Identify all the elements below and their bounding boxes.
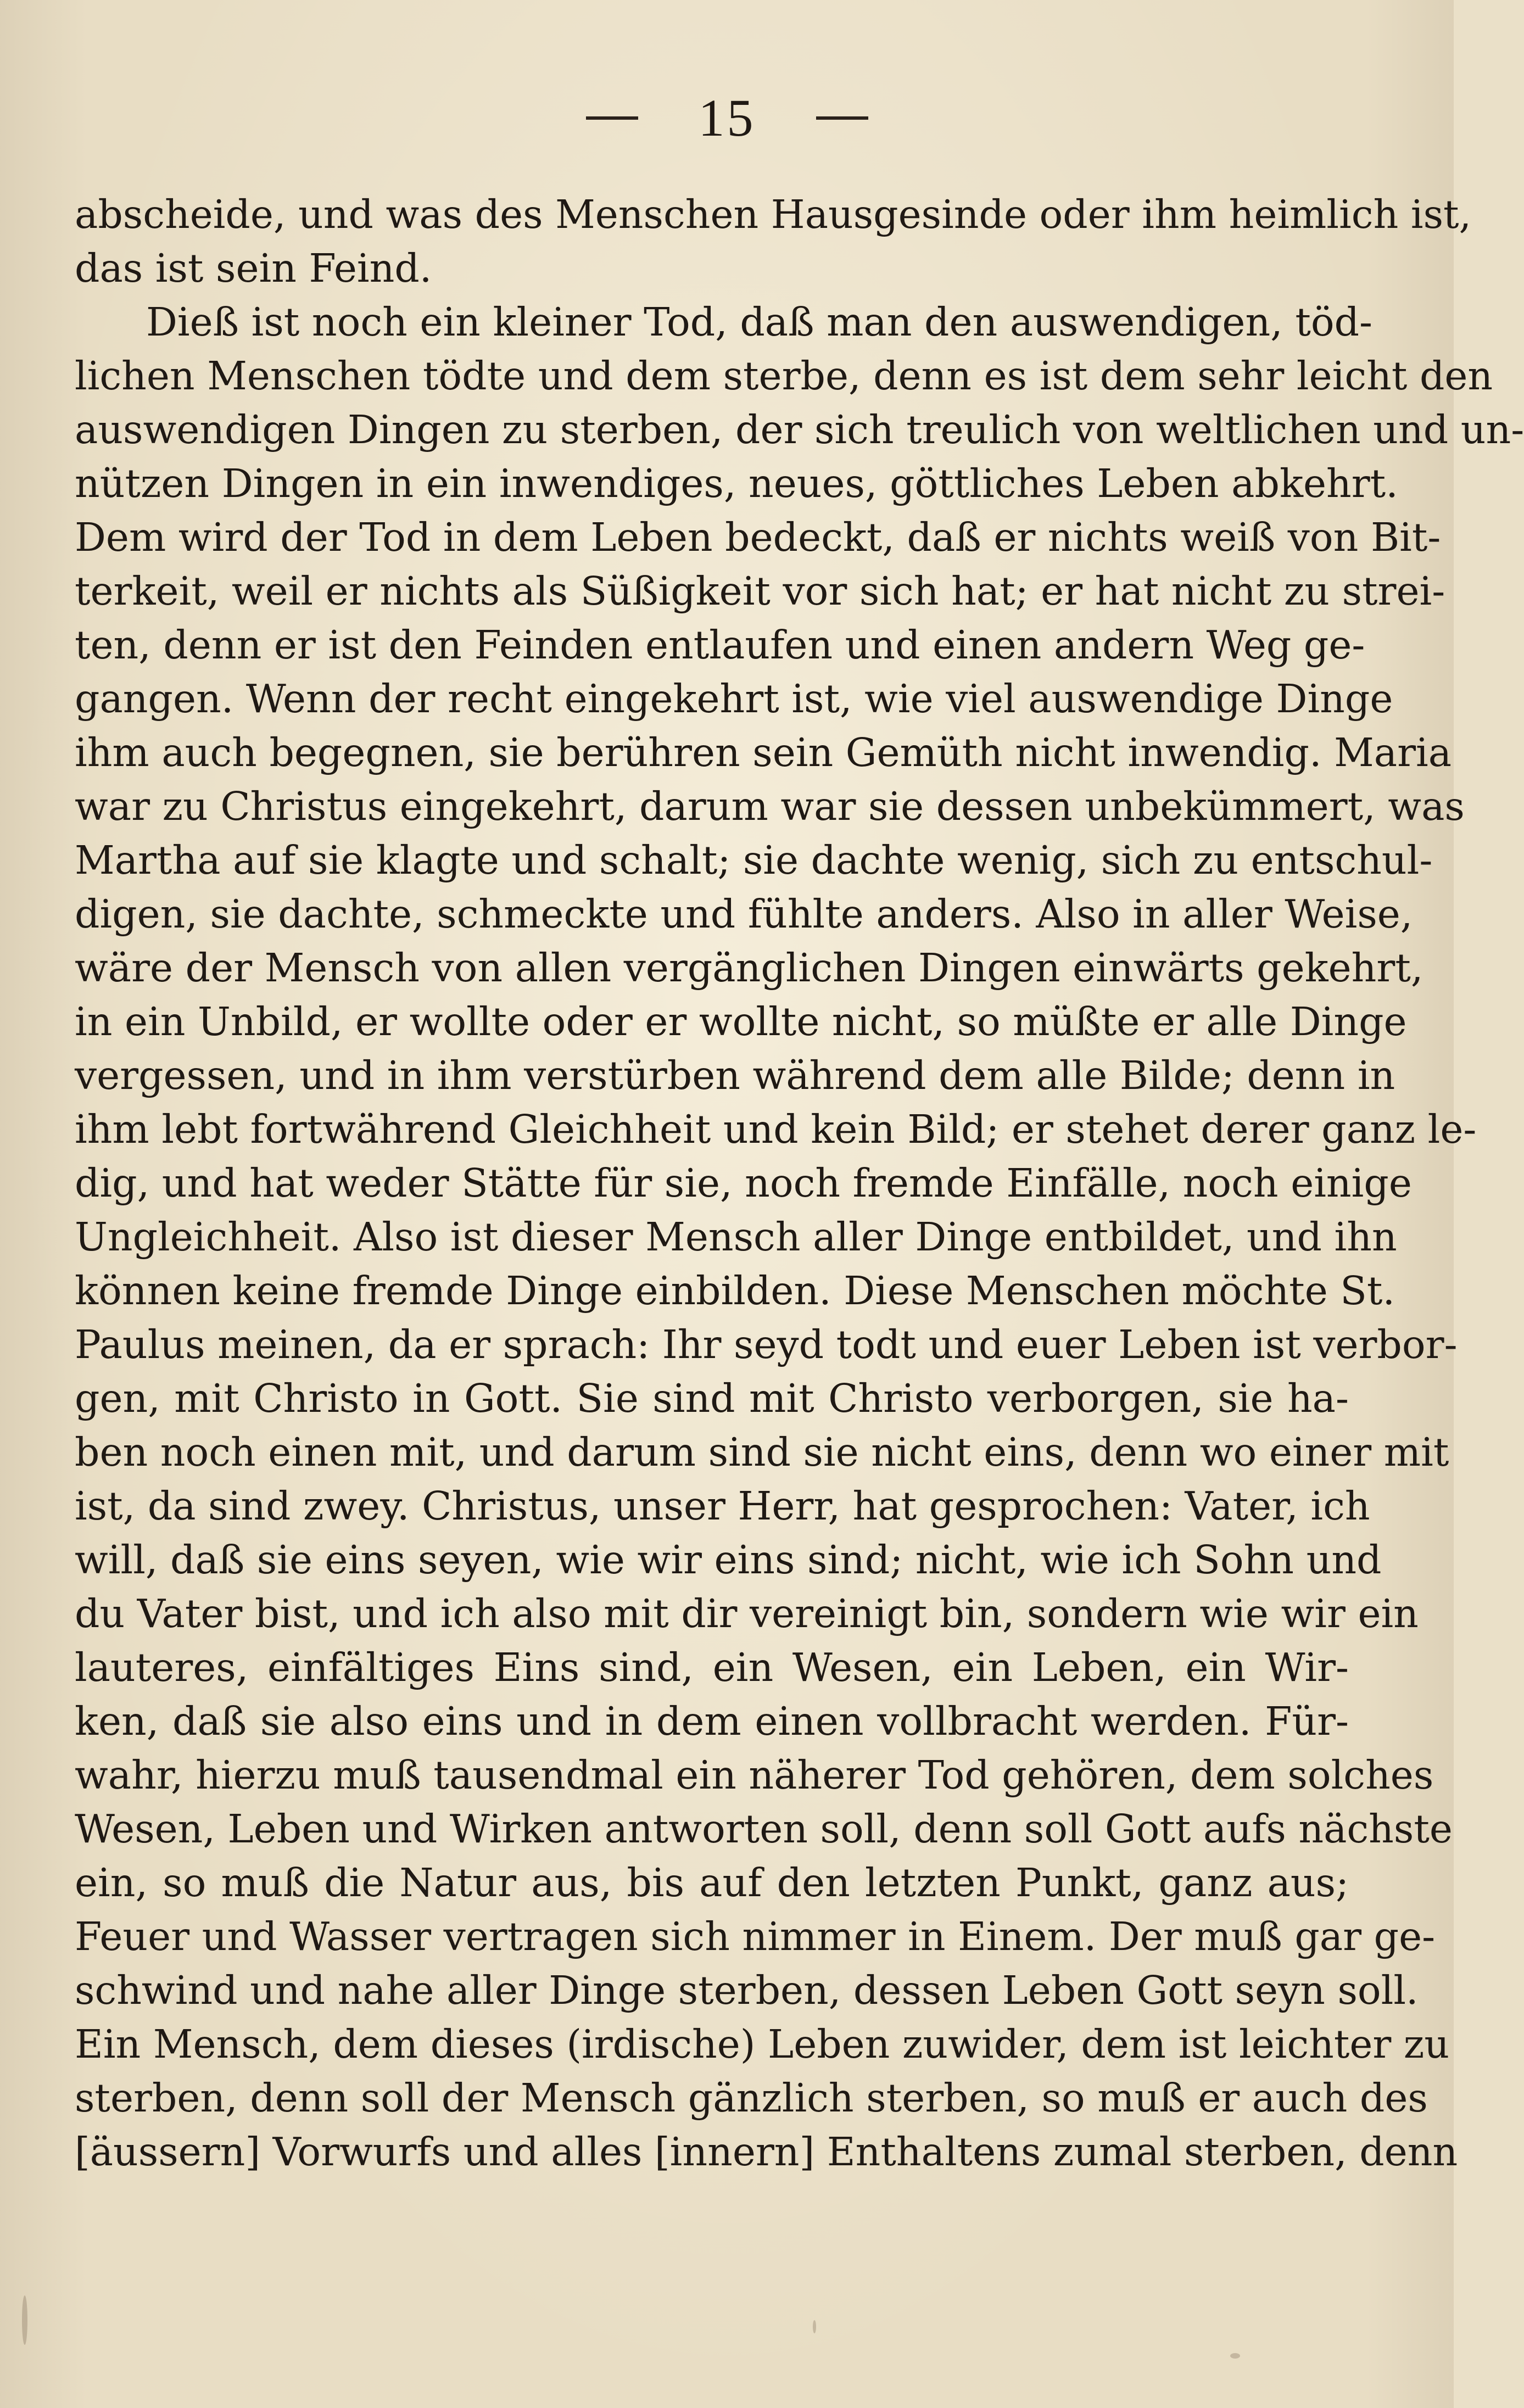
text-line: war zu Christus eingekehrt, darum war sie dessen unbekümmert, was [75, 784, 1465, 829]
body-text [75, 188, 1524, 2179]
paper-speck [813, 2320, 816, 2333]
text-line: wahr, hierzu muß tausendmal ein näherer Tod gehören, dem solches [75, 1752, 1434, 1798]
text-line: lauteres, einfältiges Eins sind, ein Wesen, ein Leben, ein Wir- [75, 1645, 1349, 1690]
text-line: nützen Dingen in ein inwendiges, neues, göttliches Leben abkehrt. [75, 461, 1398, 506]
paper-speck [22, 2295, 27, 2345]
text-line: Wesen, Leben und Wirken antworten soll, denn soll Gott aufs nächste [75, 1806, 1453, 1852]
text-line: ken, daß sie also eins und in dem einen vollbracht werden. Für- [75, 1699, 1349, 1744]
text-line: Martha auf sie klagte und schalt; sie dachte wenig, sich zu entschul- [75, 837, 1433, 883]
text-line: ben noch einen mit, und darum sind sie nicht eins, denn wo einer mit [75, 1429, 1449, 1475]
text-line: gangen. Wenn der recht eingekehrt ist, wie viel auswendige Dinge [75, 676, 1393, 722]
text-line: will, daß sie eins seyen, wie wir eins sind; nicht, wie ich Sohn und [75, 1537, 1382, 1583]
text-line: digen, sie dachte, schmeckte und fühlte anders. Also in aller Weise, [75, 891, 1413, 937]
page-number: 15 [698, 88, 756, 147]
text-line: schwind und nahe aller Dinge sterben, dessen Leben Gott seyn soll. [75, 1968, 1419, 2013]
text-line: ihm lebt fortwährend Gleichheit und kein Bild; er stehet derer ganz le- [75, 1107, 1477, 1152]
text-line: ist, da sind zwey. Christus, unser Herr, hat gesprochen: Vater, ich [75, 1483, 1370, 1529]
text-line: abscheide, und was des Menschen Hausgesinde oder ihm heimlich ist, [75, 192, 1472, 237]
text-line: in ein Unbild, er wollte oder er wollte nicht, so müßte er alle Dinge [75, 999, 1407, 1044]
text-line: Dieß ist noch ein kleiner Tod, daß man den auswendigen, töd- [146, 299, 1373, 345]
text-line: dig, und hat weder Stätte für sie, noch fremde Einfälle, noch einige [75, 1160, 1412, 1206]
text-line: du Vater bist, und ich also mit dir vereinigt bin, sondern wie wir ein [75, 1591, 1419, 1636]
text-line: lichen Menschen tödte und dem sterbe, denn es ist dem sehr leicht den [75, 353, 1493, 399]
page-header [0, 82, 1454, 154]
text-line: ihm auch begegnen, sie berühren sein Gemüth nicht inwendig. Maria [75, 730, 1452, 775]
text-line: ein, so muß die Natur aus, bis auf den letzten Punkt, ganz aus; [75, 1860, 1349, 1906]
text-line: Feuer und Wasser vertragen sich nimmer in Einem. Der muß gar ge- [75, 1914, 1436, 1959]
text-line: auswendigen Dingen zu sterben, der sich treulich von weltlichen und un- [75, 407, 1524, 452]
text-line: vergessen, und in ihm verstürben während dem alle Bilde; denn in [75, 1053, 1395, 1098]
text-line: Ungleichheit. Also ist dieser Mensch aller Dinge entbildet, und ihn [75, 1214, 1397, 1260]
text-line: Dem wird der Tod in dem Leben bedeckt, daß er nichts weiß von Bit- [75, 515, 1441, 560]
text-line: gen, mit Christo in Gott. Sie sind mit Christo verborgen, sie ha- [75, 1376, 1349, 1421]
text-line: wäre der Mensch von allen vergänglichen Dingen einwärts gekehrt, [75, 945, 1423, 991]
text-line: Ein Mensch, dem dieses (irdische) Leben zuwider, dem ist leichter zu [75, 2021, 1450, 2067]
right-dash [816, 116, 868, 120]
paper-speck [1230, 2353, 1240, 2359]
text-line: ten, denn er ist den Feinden entlaufen und einen andern Weg ge- [75, 622, 1365, 668]
text-line: terkeit, weil er nichts als Süßigkeit vor sich hat; er hat nicht zu strei- [75, 568, 1445, 614]
text-line: sterben, denn soll der Mensch gänzlich sterben, so muß er auch des [75, 2075, 1428, 2121]
text-line: das ist sein Feind. [75, 245, 432, 291]
text-line: können keine fremde Dinge einbilden. Diese Menschen möchte St. [75, 1268, 1395, 1314]
text-line: [äussern] Vorwurfs und alles [innern] Enthaltens zumal sterben, denn [75, 2129, 1458, 2175]
text-line: Paulus meinen, da er sprach: Ihr seyd todt und euer Leben ist verbor- [75, 1322, 1458, 1367]
left-dash [586, 116, 638, 120]
